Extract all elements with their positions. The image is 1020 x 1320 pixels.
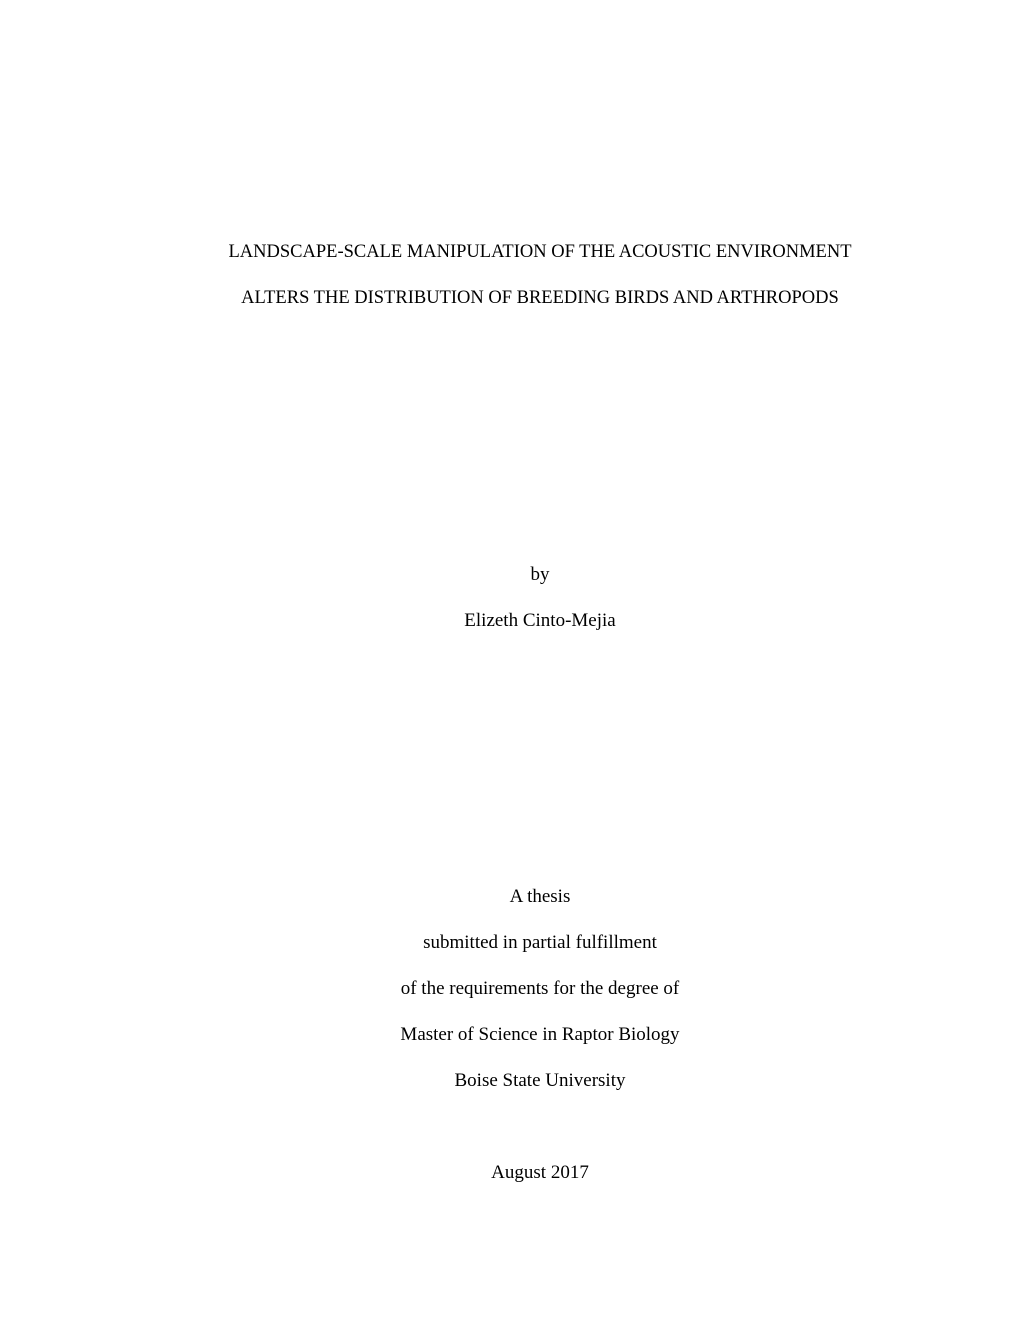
submission-date: August 2017 bbox=[491, 1162, 589, 1183]
author-name: Elizeth Cinto-Mejia bbox=[464, 610, 616, 631]
thesis-label: A thesis bbox=[509, 886, 571, 907]
by-label: by bbox=[530, 564, 550, 585]
requirements-line: of the requirements for the degree of bbox=[400, 978, 680, 999]
university-name: Boise State University bbox=[454, 1070, 626, 1091]
title-line-1: LANDSCAPE-SCALE MANIPULATION OF THE ACOUSTIC ENVIRONMENT bbox=[228, 242, 852, 262]
degree-name: Master of Science in Raptor Biology bbox=[400, 1024, 680, 1045]
title-line-2: ALTERS THE DISTRIBUTION OF BREEDING BIRDS AND ARTHROPODS bbox=[241, 288, 839, 308]
fulfillment-line: submitted in partial fulfillment bbox=[423, 932, 657, 953]
